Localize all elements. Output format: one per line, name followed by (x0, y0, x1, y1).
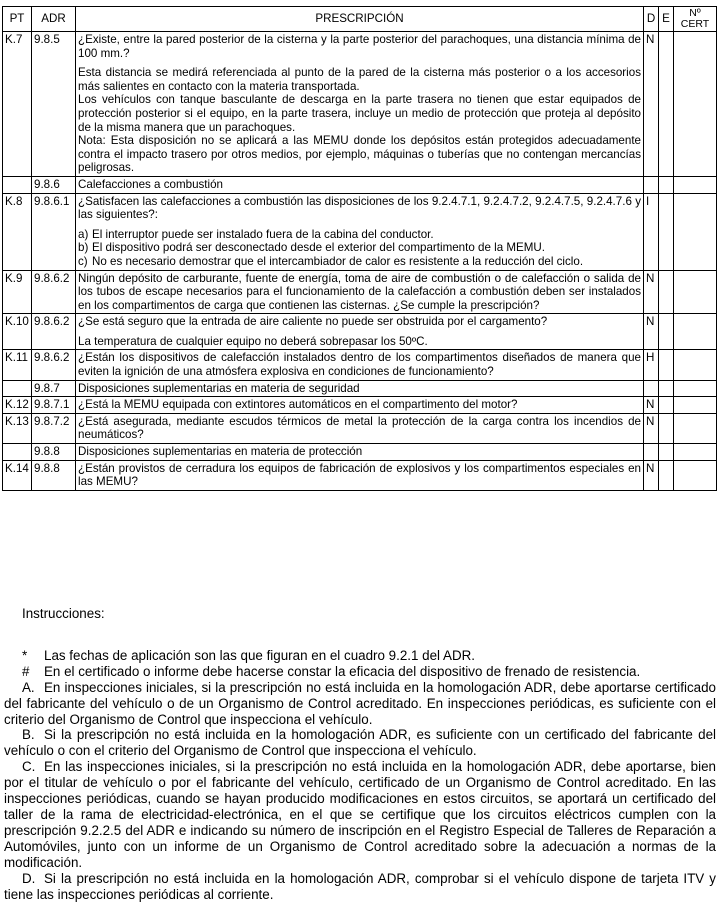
instruction-note (4, 664, 716, 680)
table-row (3, 444, 717, 461)
table-row (3, 350, 717, 380)
cell-d: N (644, 397, 659, 414)
table-row (3, 380, 717, 397)
prescripcion-paragraph: La temperatura de cualquier equipo no deberá sobrepasar los 50ºC. (78, 334, 428, 348)
prescripcion-paragraph: ¿Se está seguro que la entrada de aire caliente no puede ser obstruida por el cargamento? (78, 315, 548, 329)
list-item (78, 228, 641, 242)
cell-e (659, 413, 674, 443)
cell-adr: 9.8.7.1 (32, 397, 76, 414)
cell-pt: K.12 (3, 397, 32, 414)
cell-cert (674, 444, 717, 461)
cell-e (659, 397, 674, 414)
header-prescripcion: PRESCRIPCIÓN (76, 7, 644, 32)
note-symbol: A. (22, 679, 35, 695)
cell-cert (674, 350, 717, 380)
prescripcion-paragraph: ¿Está asegurada, mediante escudos térmicos de metal la protección de la carga contra los incendios de neumáticos? (78, 414, 641, 442)
cell-prescripcion (76, 460, 644, 490)
instruction-note (4, 759, 716, 870)
cell-pt: K.9 (3, 270, 32, 314)
instruction-note (4, 727, 716, 759)
instruction-note (4, 871, 716, 903)
note-symbol: B. (22, 727, 35, 743)
prescripcion-paragraph: ¿Satisfacen las calefacciones a combustión las disposiciones de los 9.2.4.7.1, 9.2.4.7.2, 9.2.4.7.5, 9.2.4.7.6 y las siguientes?: (78, 194, 641, 222)
list-marker: a) (78, 227, 89, 241)
prescripcion-paragraph: Disposiciones suplementarias en materia de seguridad (78, 381, 360, 395)
cell-pt: K.14 (3, 460, 32, 490)
cell-d (644, 380, 659, 397)
table-row (3, 270, 717, 314)
cell-cert (674, 270, 717, 314)
note-text: En inspecciones iniciales, si la prescripción no está incluida en la homologación ADR, debe aportarse certificado del fabricante del vehículo o de un Organismo de Control acreditado. En inspecciones periódicas, es suficiente con el criterio del Organismo de Control que inspecciona el vehículo. (4, 679, 716, 727)
instructions-section (4, 606, 716, 902)
cell-cert (674, 397, 717, 414)
cell-prescripcion (76, 314, 644, 350)
header-d: D (644, 7, 659, 32)
cell-d (644, 444, 659, 461)
cell-adr: 9.8.8 (32, 444, 76, 461)
table-body (3, 32, 717, 491)
cell-pt: K.8 (3, 193, 32, 270)
cell-adr: 9.8.6.2 (32, 314, 76, 350)
cell-e (659, 193, 674, 270)
header-cert (674, 7, 717, 32)
list-text: No es necesario demostrar que el intercambiador de calor es resistente a la reducción del ciclo. (92, 254, 584, 268)
cell-prescripcion (76, 350, 644, 380)
table-row (3, 193, 717, 270)
cell-adr: 9.8.6.2 (32, 270, 76, 314)
cell-d: N (644, 32, 659, 177)
cell-cert (674, 314, 717, 350)
prescripcion-paragraph: ¿Existe, entre la pared posterior de la cisterna y la parte posterior del parachoques, una distancia mínima de 100 mm.? (78, 33, 641, 60)
cell-adr: 9.8.7.2 (32, 413, 76, 443)
cell-d: I (644, 193, 659, 270)
instructions-notes (4, 648, 716, 903)
cell-cert (674, 380, 717, 397)
prescripcion-paragraph: Ningún depósito de carburante, fuente de energía, toma de aire de combustión o de calefacción o salida de los tubos de escape necesarios para el funcionamiento de la calefacción a combustión deben ser instalados en los compartimentos de carga que contienen las cisternas. ¿Se cumple la prescripción? (78, 271, 641, 312)
cell-adr: 9.8.7 (32, 380, 76, 397)
header-pt: PT (3, 7, 32, 32)
instruction-note (4, 648, 716, 664)
cell-adr: 9.8.6.1 (32, 193, 76, 270)
cell-d: N (644, 413, 659, 443)
note-symbol: * (22, 647, 28, 663)
cell-prescripcion (76, 397, 644, 414)
cell-pt (3, 380, 32, 397)
cell-cert (674, 413, 717, 443)
note-text: Si la prescripción no está incluida en la homologación ADR, es suficiente con un certificado del fabricante del vehículo o con el criterio del Organismo de Control que inspecciona el vehículo. (4, 727, 716, 759)
table-row (3, 397, 717, 414)
cell-prescripcion (76, 270, 644, 314)
cell-prescripcion (76, 193, 644, 270)
cell-pt (3, 444, 32, 461)
cell-pt: K.7 (3, 32, 32, 177)
cell-cert (674, 176, 717, 193)
cell-prescripcion (76, 413, 644, 443)
cell-e (659, 270, 674, 314)
cell-cert (674, 193, 717, 270)
table-row (3, 314, 717, 350)
prescripcion-paragraph: ¿Están los dispositivos de calefacción instalados dentro de los compartimentos diseñados de manera que eviten la ignición de una atmósfera explosiva en condiciones de funcionamiento? (78, 351, 641, 379)
prescripcion-paragraph: Disposiciones suplementarias en materia de protección (78, 445, 363, 459)
cell-pt: K.13 (3, 413, 32, 443)
cell-adr: 9.8.6 (32, 176, 76, 193)
table-row (3, 176, 717, 193)
cell-e (659, 176, 674, 193)
list-marker: c) (78, 254, 88, 268)
cell-pt (3, 176, 32, 193)
list-item (78, 255, 641, 269)
cell-pt: K.11 (3, 350, 32, 380)
note-symbol: D. (22, 870, 36, 886)
cell-d (644, 176, 659, 193)
instructions-heading: Instrucciones: (22, 606, 105, 621)
cell-e (659, 350, 674, 380)
cell-d: H (644, 350, 659, 380)
prescripcion-paragraph: Los vehículos con tanque basculante de descarga en la parte trasera no tienen que estar equipados de protección posterior si el equipo, en la parte trasera, incluye un medio de protección que proteja al depósito de la misma manera que un parachoques. (78, 93, 641, 134)
cell-prescripcion (76, 32, 644, 177)
note-text: En el certificado o informe debe hacerse constar la eficacia del dispositivo de frenado de resistencia. (44, 663, 641, 679)
cell-adr: 9.8.8 (32, 460, 76, 490)
note-symbol: # (22, 663, 30, 679)
cell-prescripcion (76, 380, 644, 397)
cell-adr: 9.8.5 (32, 32, 76, 177)
list-marker: b) (78, 241, 89, 255)
cell-cert (674, 460, 717, 490)
note-text: Si la prescripción no está incluida en la homologación ADR, comprobar si el vehículo dispone de tarjeta ITV y tiene las inspecciones periódicas al corriente. (4, 870, 716, 902)
list-item (78, 241, 641, 255)
header-adr: ADR (32, 7, 76, 32)
prescripcion-paragraph: ¿Está la MEMU equipada con extintores automáticos en el compartimento del motor? (78, 398, 518, 412)
cell-cert (674, 32, 717, 177)
cell-prescripcion (76, 176, 644, 193)
list-text: El interruptor puede ser instalado fuera de la cabina del conductor. (92, 227, 434, 241)
table-header-row (3, 7, 717, 32)
cell-e (659, 444, 674, 461)
cell-e (659, 380, 674, 397)
instruction-note (4, 680, 716, 728)
cell-d: N (644, 270, 659, 314)
table-row (3, 460, 717, 490)
cell-adr: 9.8.6.2 (32, 350, 76, 380)
inspection-table (2, 6, 717, 491)
note-text: En las inspecciones iniciales, si la prescripción no está incluida en la homologación ADR, debe aportarse, bien por el titular de vehículo o por el fabricante del vehículo, certificado de un Organismo de Control acreditado. En las inspecciones periódicas, cuando se hayan producido modificaciones en estos circuitos, se aportará un certificado del taller de la rama de electricidad-electrónica, en el que se certifique que los circuitos eléctricos cumplen con la prescripción 9.2.2.5 del ADR e indicando su número de inscripción en el Registro Especial de Talleres de Reparación a Automóviles, junto con un informe de un Organismo de Control acreditado sobre la adecuación a normas de la modificación. (4, 759, 716, 870)
header-e: E (659, 7, 674, 32)
cell-e (659, 32, 674, 177)
cell-e (659, 314, 674, 350)
list-text: El dispositivo podrá ser desconectado desde el exterior del compartimento de la MEMU. (92, 241, 546, 255)
cell-prescripcion (76, 444, 644, 461)
note-text: Las fechas de aplicación son las que figuran en el cuadro 9.2.1 del ADR. (44, 647, 476, 663)
prescripcion-paragraph: Nota: Esta disposición no se aplicará a las MEMU donde los depósitos están protegidos adecuadamente contra el impacto trasero por otros medios, por ejemplo, máquinas o tuberías que no contengan mercancías peligrosas. (78, 134, 641, 175)
prescripcion-paragraph: ¿Están provistos de cerradura los equipos de fabricación de explosivos y los compartimentos especiales en las MEMU? (78, 461, 641, 489)
cell-d: N (644, 314, 659, 350)
header-cert-line2: CERT (680, 18, 710, 30)
cell-e (659, 460, 674, 490)
prescripcion-paragraph: Calefacciones a combustión (78, 177, 224, 191)
cell-pt: K.10 (3, 314, 32, 350)
header-cert-line1: Nº (689, 7, 701, 19)
table-row (3, 32, 717, 177)
prescripcion-paragraph: Esta distancia se medirá referenciada al punto de la pared de la cisterna más posterior o a los accesorios más salientes en contacto con la materia transportada. (78, 66, 641, 93)
note-symbol: C. (22, 759, 36, 775)
cell-d: N (644, 460, 659, 490)
table-row (3, 413, 717, 443)
prescripcion-list (78, 228, 641, 269)
